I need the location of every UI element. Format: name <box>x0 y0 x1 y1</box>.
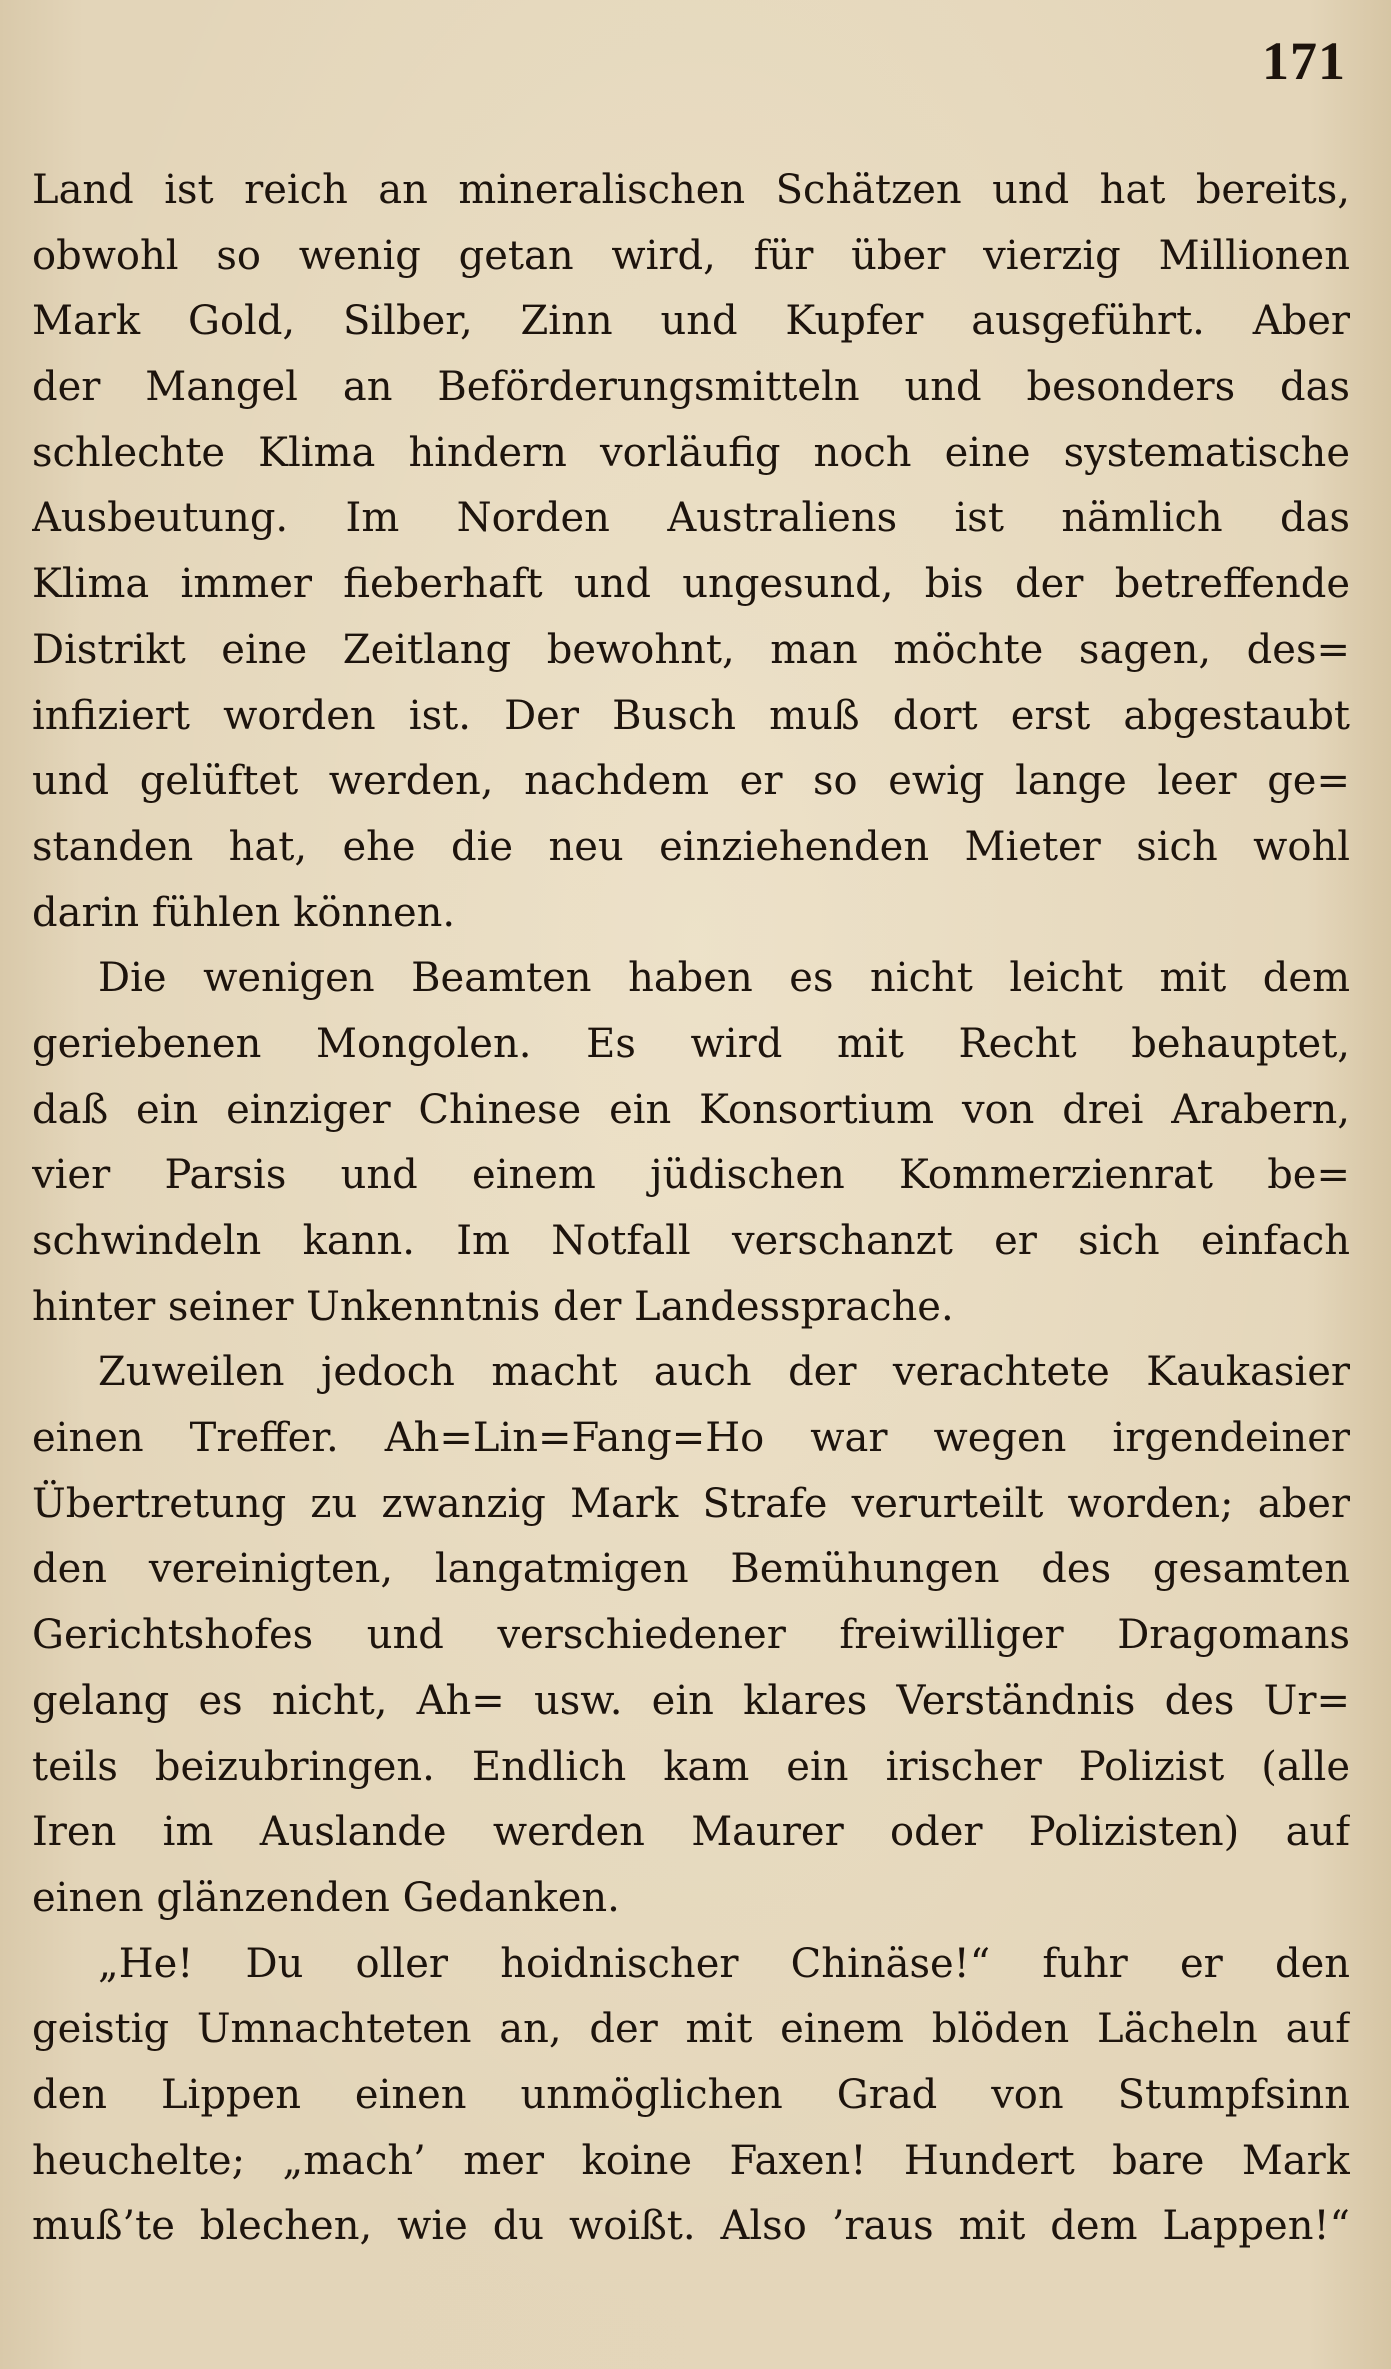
text-line: hinter seiner Unkenntnis der Landessprache. <box>32 1283 954 1330</box>
text-line: geistig Umnachteten an, der mit einem blöden Lächeln auf <box>32 2006 1350 2053</box>
body-text <box>32 158 1350 2260</box>
text-line: den vereinigten, langatmigen Bemühungen des gesamten <box>32 1546 1350 1593</box>
text-line: gelang es nicht, Ah= usw. ein klares Verständnis des Ur= <box>32 1677 1350 1724</box>
text-line: darin fühlen können. <box>32 889 456 936</box>
text-line: Iren im Auslande werden Maurer oder Polizisten) auf <box>32 1809 1350 1856</box>
text-line: daß ein einziger Chinese ein Konsortium von drei Arabern, <box>32 1086 1350 1133</box>
text-line: geriebenen Mongolen. Es wird mit Recht behauptet, <box>32 1020 1350 1067</box>
text-line: Klima immer fieberhaft und ungesund, bis der betreffende <box>32 561 1350 608</box>
paragraph <box>32 158 1350 946</box>
text-line: muß’te blechen, wie du woißt. Also ’raus mit dem Lappen!“ <box>32 2203 1350 2250</box>
text-line: und gelüftet werden, nachdem er so ewig lange leer ge= <box>32 758 1350 805</box>
text-line: Land ist reich an mineralischen Schätzen und hat bereits, <box>32 167 1350 213</box>
text-line: den Lippen einen unmöglichen Grad von Stumpfsinn <box>32 2071 1350 2118</box>
text-line: teils beizubringen. Endlich kam ein irischer Polizist (alle <box>32 1743 1350 1790</box>
text-line: einen glänzenden Gedanken. <box>32 1874 620 1921</box>
text-line: heuchelte; „mach’ mer koine Faxen! Hundert bare Mark <box>32 2137 1350 2184</box>
text-line: standen hat, ehe die neu einziehenden Mieter sich wohl <box>32 823 1350 870</box>
text-line: Übertretung zu zwanzig Mark Strafe verurteilt worden; aber <box>32 1480 1350 1527</box>
text-line: „He! Du oller hoidnischer Chinäse!“ fuhr er den <box>98 1940 1350 1987</box>
text-line: obwohl so wenig getan wird, für über vierzig Millionen <box>32 232 1350 279</box>
text-line: infiziert worden ist. Der Busch muß dort erst abgestaubt <box>32 692 1350 739</box>
text-line: Ausbeutung. Im Norden Australiens ist nämlich das <box>32 495 1350 542</box>
text-line: Gerichtshofes und verschiedener freiwilliger Dragomans <box>32 1612 1350 1659</box>
text-line: schlechte Klima hindern vorläufig noch eine systematische <box>32 429 1350 476</box>
paragraph <box>32 1340 1350 1931</box>
text-line: schwindeln kann. Im Notfall verschanzt er sich einfach <box>32 1218 1350 1264</box>
text-line: Die wenigen Beamten haben es nicht leicht mit dem <box>98 955 1350 1002</box>
text-line: Distrikt eine Zeitlang bewohnt, man möchte sagen, des= <box>32 626 1350 673</box>
paragraph <box>32 946 1350 1340</box>
text-line: Zuweilen jedoch macht auch der verachtete Kaukasier <box>98 1349 1350 1396</box>
text-line: vier Parsis und einem jüdischen Kommerzienrat be= <box>32 1152 1350 1199</box>
text-line: der Mangel an Beförderungsmitteln und besonders das <box>32 364 1350 411</box>
text-line: einen Treffer. Ah=Lin=Fang=Ho war wegen irgendeiner <box>32 1415 1350 1462</box>
text-line: Mark Gold, Silber, Zinn und Kupfer ausgeführt. Aber <box>32 298 1350 345</box>
page-number: 171 <box>1262 31 1346 91</box>
paragraph <box>32 1932 1350 2260</box>
